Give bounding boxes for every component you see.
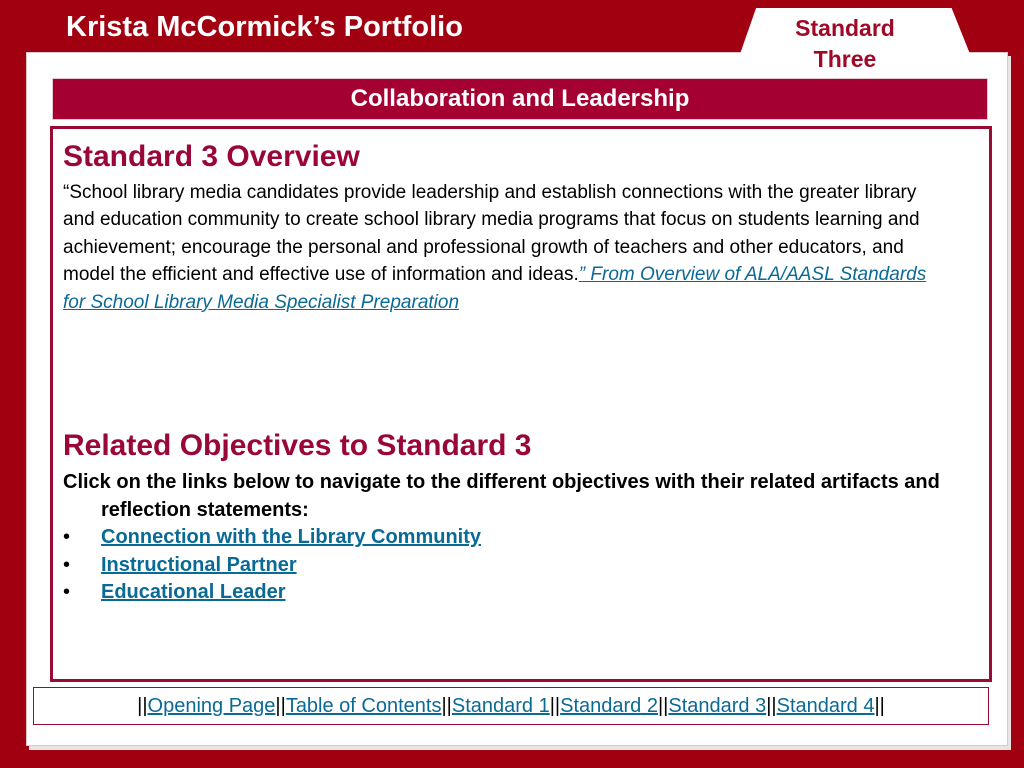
nav-separator: ||	[275, 694, 286, 717]
page-title: Krista McCormick’s Portfolio	[66, 11, 463, 43]
nav-link-standard-4[interactable]: Standard 4	[776, 694, 875, 717]
overview-quote-text: “School library media candidates provide leadership and establish connections with the greater library and education community to create school library media programs that focus on students learning and achievement; encourage the personal and professional growth of teachers and other educators, and model the efficient and effective use of information and ideas.	[63, 182, 920, 286]
nav-link-opening-page[interactable]: Opening Page	[147, 694, 276, 717]
overview-quote	[63, 179, 943, 316]
nav-separator: ||	[766, 694, 777, 717]
list-item	[63, 552, 979, 580]
standard-tab-label	[770, 13, 920, 75]
nav-separator: ||	[874, 694, 885, 717]
standard-tab-line2: Three	[813, 46, 877, 72]
nav-link-standard-1[interactable]: Standard 1	[451, 694, 550, 717]
list-item	[63, 524, 979, 552]
objective-link-instructional-partner[interactable]: Instructional Partner	[101, 553, 297, 576]
nav-link-standard-3[interactable]: Standard 3	[668, 694, 767, 717]
objectives-intro: Click on the links below to navigate to the different objectives with their related artifacts and reflection statements:	[63, 471, 940, 522]
overview-heading: Standard 3 Overview	[63, 140, 360, 173]
section-banner: Collaboration and Leadership	[52, 78, 988, 120]
bullet-icon: •	[63, 581, 71, 604]
nav-separator: ||	[137, 694, 148, 717]
nav-separator: ||	[549, 694, 561, 717]
footer-nav	[33, 687, 989, 725]
nav-link-standard-2[interactable]: Standard 2	[560, 694, 658, 717]
nav-separator: ||	[657, 694, 669, 717]
list-item	[63, 579, 979, 607]
overview-source-link[interactable]: ” From Overview of ALA/AASL Standards for School Library Media Specialist Preparation	[63, 264, 927, 313]
main-content	[50, 126, 992, 682]
bullet-icon: •	[63, 526, 71, 549]
objective-link-educational-leader[interactable]: Educational Leader	[101, 581, 286, 604]
nav-separator: ||	[441, 694, 452, 717]
objectives-heading: Related Objectives to Standard 3	[63, 429, 532, 463]
standard-tab-line1: Standard	[795, 15, 895, 41]
bullet-icon: •	[63, 553, 71, 576]
objectives-list	[63, 524, 979, 607]
nav-link-table-of-contents[interactable]: Table of Contents	[285, 694, 442, 717]
objective-link-library-community[interactable]: Connection with the Library Community	[101, 526, 482, 549]
